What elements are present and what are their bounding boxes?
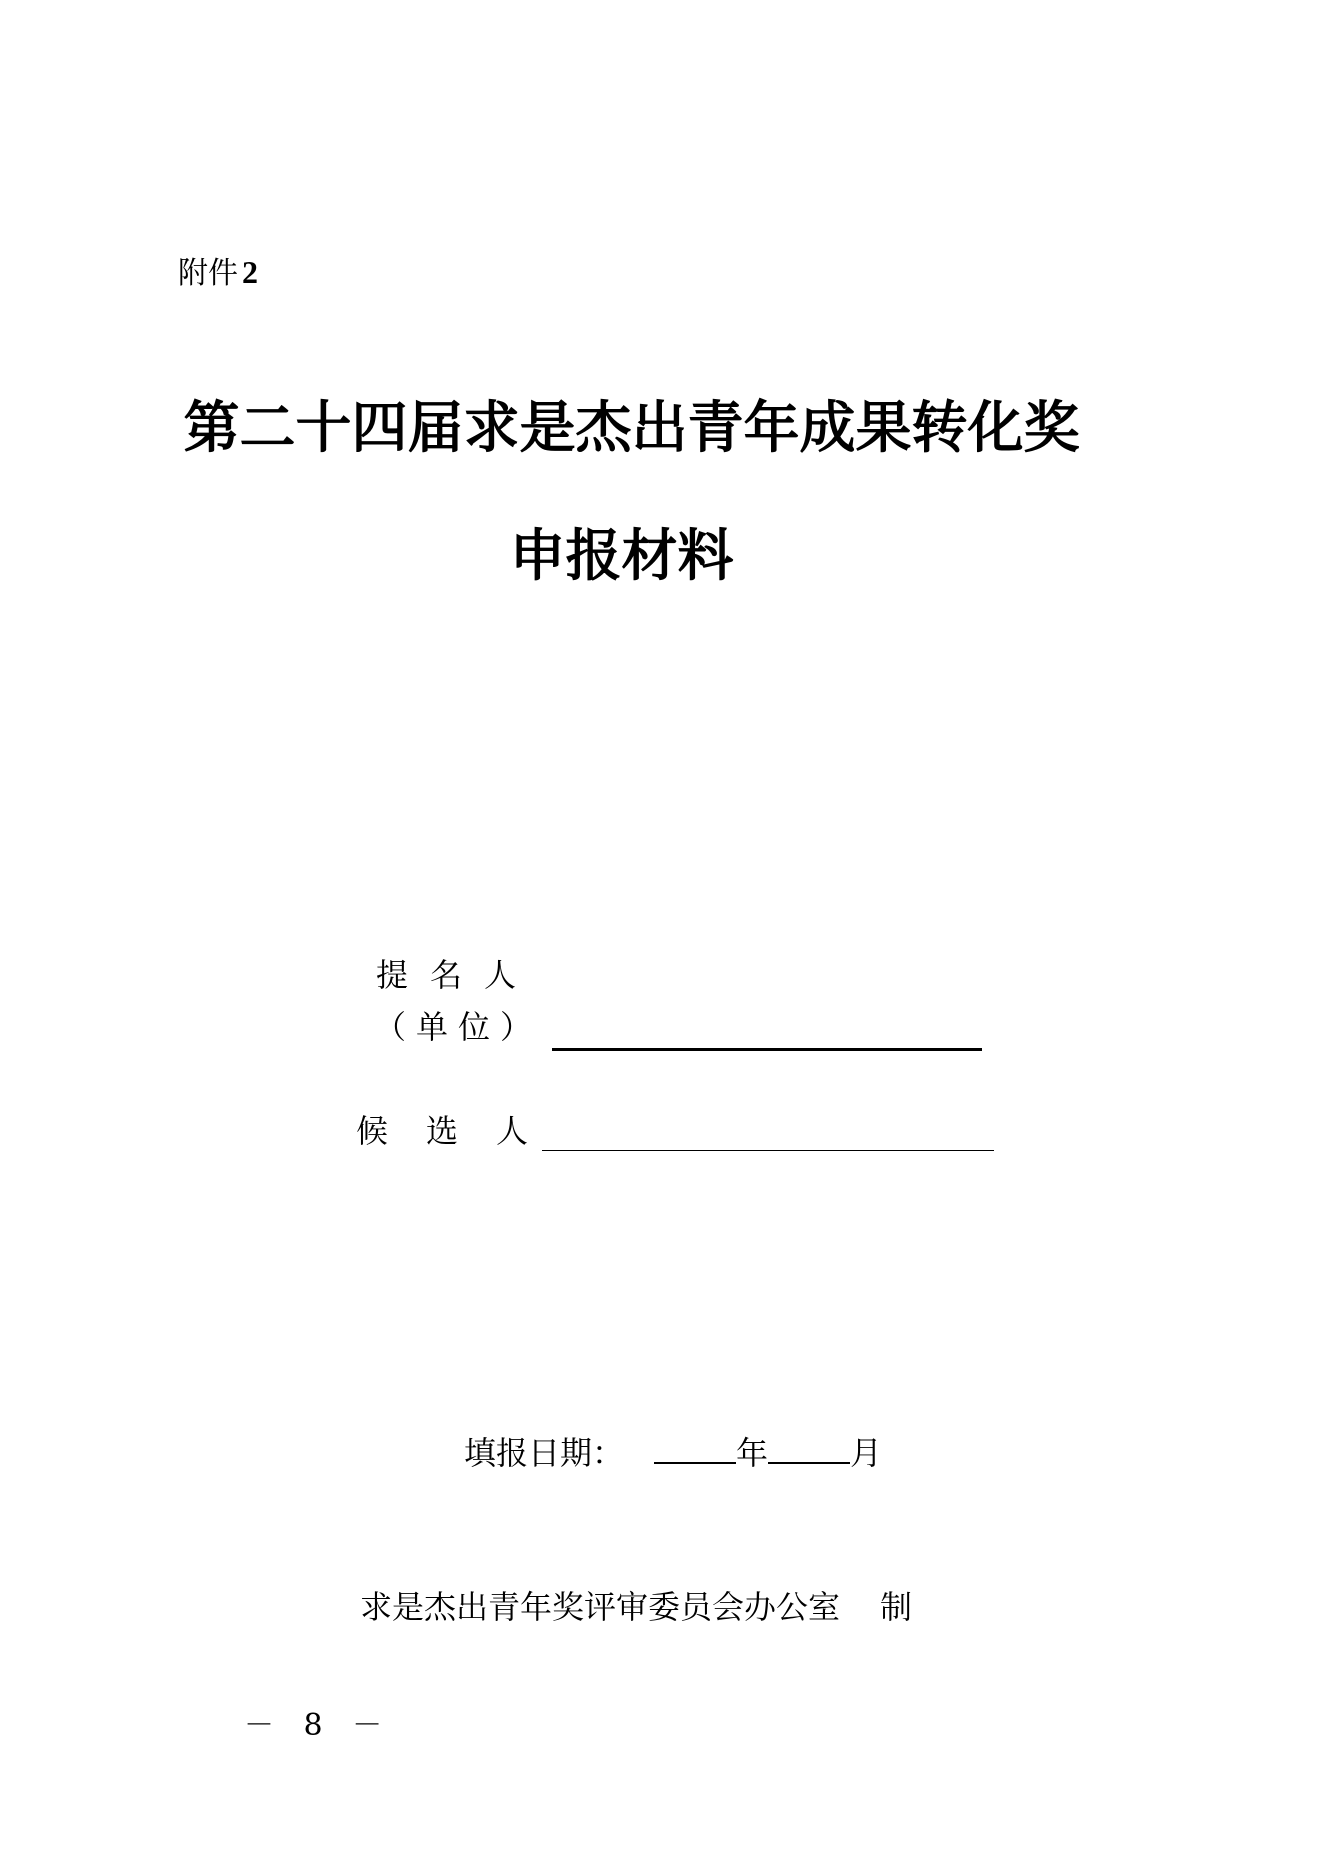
nominator-unit-label: （单位） <box>374 1008 543 1046</box>
month-unit: 月 <box>850 1434 883 1472</box>
candidate-label-char-1: 候 <box>356 1112 389 1150</box>
attachment-label <box>178 252 258 294</box>
year-unit: 年 <box>736 1434 769 1472</box>
candidate-fill-line[interactable] <box>542 1150 994 1151</box>
page-number: － 8 － <box>244 1708 393 1743</box>
nominator-label: 提名人 <box>376 956 539 994</box>
issuer-suffix: 制 <box>880 1588 913 1626</box>
fill-date-label: 填报日期： <box>464 1434 625 1472</box>
attachment-number: 2 <box>242 254 258 290</box>
candidate-label <box>356 1110 528 1152</box>
document-title-line-2: 申报材料 <box>509 523 734 589</box>
nominator-fill-line[interactable] <box>552 1048 982 1051</box>
issuer-line <box>360 1586 912 1628</box>
candidate-label-char-3: 人 <box>496 1112 529 1150</box>
attachment-prefix: 附件 <box>178 256 238 291</box>
issuer-name: 求是杰出青年奖评审委员会办公室 <box>360 1588 841 1626</box>
fill-date-row <box>464 1432 882 1474</box>
document-title-line-1: 第二十四届求是杰出青年成果转化奖 <box>183 395 1080 461</box>
month-blank[interactable] <box>768 1432 850 1464</box>
candidate-label-char-2: 选 <box>426 1112 459 1150</box>
year-blank[interactable] <box>654 1432 736 1464</box>
